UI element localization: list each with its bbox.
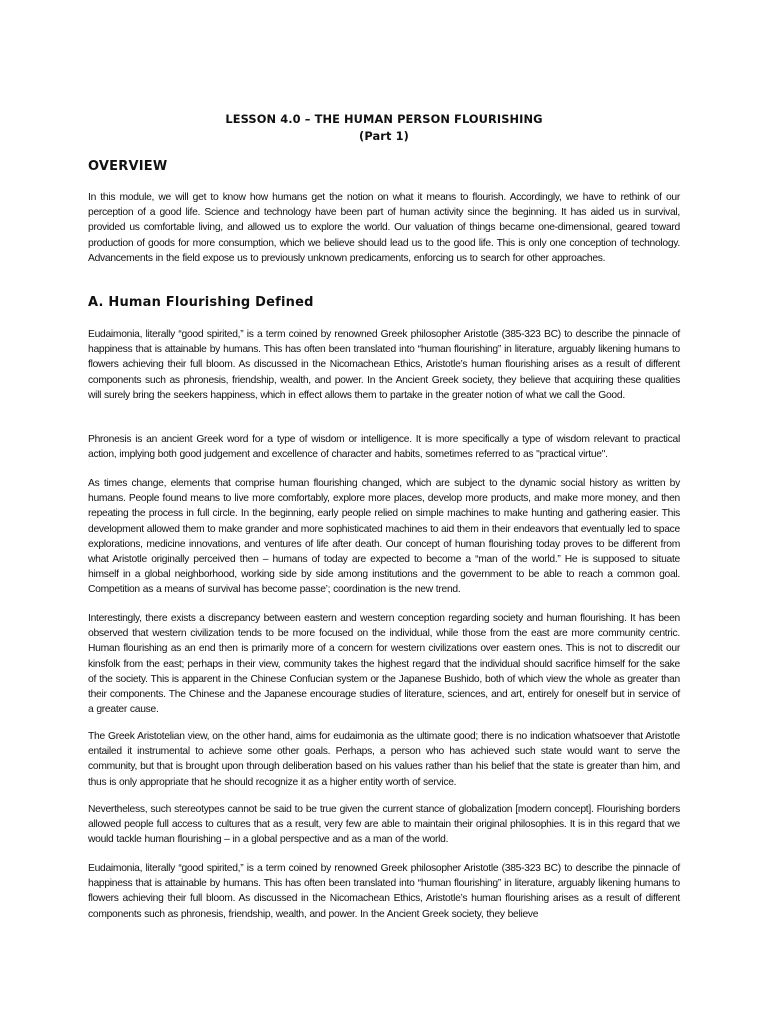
- body-paragraph-2: Phronesis is an ancient Greek word for a type of wisdom or intelligence. It is more specifically a type of wisdom relevant to practical action, implying both good judgement and excellence of character and habits, sometimes referred to as "practical virtue".: [88, 434, 680, 461]
- overview-heading: OVERVIEW: [88, 159, 168, 174]
- lesson-subtitle: (Part 1): [359, 129, 409, 143]
- body-paragraph-1: Eudaimonia, literally “good spirited,” is a term coined by renowned Greek philosopher Aristotle (385-323 BC) to describe the pinnacle of happiness that is attainable by humans. This has often been translated into “human flourishing” in literature, arguably likening humans to flowers achieving their full bloom. As discussed in the Nicomachean Ethics, Aristotle’s human flourishing arises as a result of different components such as phronesis, friendship, wealth, and power. In the Ancient Greek society, they believe that acquiring these qualities will surely bring the seekers happiness, which in effect allows them to partake in the greater notion of what we call the Good.: [88, 329, 680, 401]
- body-paragraph-6: Nevertheless, such stereotypes cannot be said to be true given the current stance of globalization [modern concept]. Flourishing borders allowed people full access to cultures that as a result, very few are able to maintain their original philosophies. It is in this regard that we would tackle human flourishing – in a global perspective and as a man of the world.: [88, 804, 680, 846]
- overview-paragraph: In this module, we will get to know how humans get the notion on what it means to flourish. Accordingly, we have to rethink of our perception of a good life. Science and technology have been part of human activity since the beginning. It has aided us in survival, provided us comfortable living, and allowed us to explore the world. Our valuation of things became one-dimensional, geared toward production of goods for more consumption, which we believe should lead us to the good life. This is only one conception of technology. Advancements in the field expose us to previously unknown predicaments, enforcing us to search for other approaches.: [88, 192, 680, 264]
- lesson-title: LESSON 4.0 – THE HUMAN PERSON FLOURISHING: [225, 112, 543, 126]
- body-paragraph-3: As times change, elements that comprise human flourishing changed, which are subject to the dynamic social history as written by humans. People found means to live more comfortably, explore more places, develop more products, and make more money, and then repeating the process in full circle. In the beginning, early people relied on simple machines to make hunting and gathering easier. This development allowed them to make grander and more sophisticated machines to aid them in their endeavors that eventually led to space explorations, medicine innovations, and ventures of life after death. Our concept of human flourishing today proves to be different from what Aristotle originally perceived then – humans of today are expected to become a “man of the world.” He is supposed to situate himself in a global neighborhood, working side by side among institutions and the government to be able to reach a common goal. Competition as a means of survival has become passe’; coordination is the new trend.: [88, 478, 680, 596]
- body-paragraph-7: Eudaimonia, literally “good spirited,” is a term coined by renowned Greek philosopher Aristotle (385-323 BC) to describe the pinnacle of happiness that is attainable by humans. This has often been translated into “human flourishing” in literature, arguably likening humans to flowers achieving their full bloom. As discussed in the Nicomachean Ethics, Aristotle’s human flourishing arises as a result of different components such as phronesis, friendship, wealth, and power. In the Ancient Greek society, they believe: [88, 863, 680, 920]
- body-paragraph-5: The Greek Aristotelian view, on the other hand, aims for eudaimonia as the ultimate good; there is no indication whatsoever that Aristotle entailed it instrumental to achieve some other goals. Perhaps, a person who has achieved such state would want to serve the community, but that is brought upon through deliberation based on his values rather than his belief that the state is greater than him, and thus is only appropriate that he should recognize it as a higher entity worth of service.: [88, 731, 680, 788]
- section-a-heading: A. Human Flourishing Defined: [88, 295, 314, 310]
- body-paragraph-4: Interestingly, there exists a discrepancy between eastern and western conception regarding society and human flourishing. It has been observed that western civilization tends to be more focused on the individual, while those from the east are more community centric. Human flourishing as an end then is primarily more of a concern for western civilizations over eastern ones. This is not to discredit our kinsfolk from the east; perhaps in their view, community takes the highest regard that the individual should sacrifice himself for the sake of the society. This is apparent in the Chinese Confucian system or the Japanese Bushido, both of which view the whole as greater than their components. The Chinese and the Japanese encourage studies of literature, sciences, and art, entirely for oneself but in service of a greater cause.: [88, 613, 680, 716]
